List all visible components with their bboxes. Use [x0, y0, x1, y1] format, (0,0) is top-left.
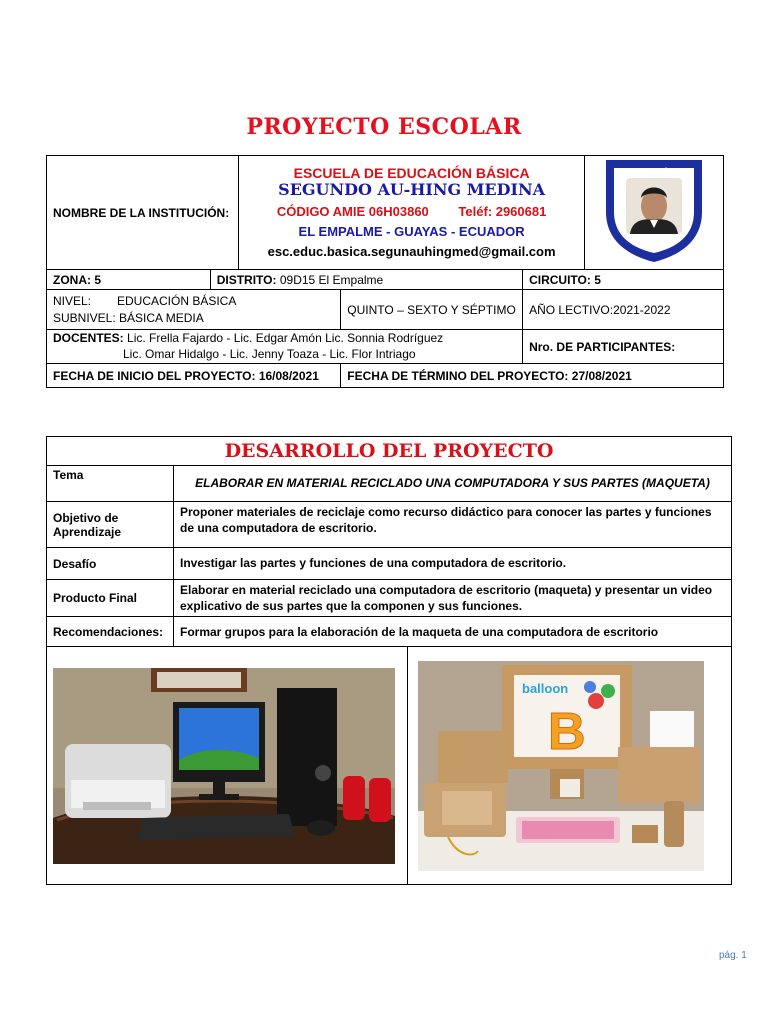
row-label-objetivo: Objetivo de Aprendizaje — [47, 502, 174, 548]
svg-text:B: B — [547, 702, 586, 761]
nivel-cell — [47, 290, 341, 330]
fecha-inicio-label: FECHA DE INICIO DEL PROYECTO: — [53, 368, 256, 383]
fecha-inicio-value: 16/08/2021 — [258, 368, 319, 383]
desarrollo-heading: DESARROLLO DEL PROYECTO — [47, 437, 732, 466]
fecha-termino-value: 27/08/2021 — [571, 368, 632, 383]
row-text-recomendaciones: Formar grupos para la elaboración de la maqueta de una computadora de escritorio — [173, 617, 731, 647]
participantes-cell: Nro. DE PARTICIPANTES: — [523, 330, 724, 364]
row-text-producto: Elaborar en material reciclado una computadora de escritorio (maqueta) y presentar un video explicativo de sus partes que la componen y sus funciones. — [173, 580, 731, 617]
computer-photo — [53, 668, 395, 864]
school-name: SEGUNDO AU-HING MEDINA — [278, 180, 546, 200]
project-info-table — [46, 155, 724, 388]
subnivel-value: BÁSICA MEDIA — [119, 310, 204, 325]
grados-cell: QUINTO – SEXTO Y SÉPTIMO — [341, 290, 523, 330]
zona-cell: ZONA: 5 — [47, 270, 211, 290]
row-text-desafio: Investigar las partes y funciones de una computadora de escritorio. — [173, 548, 731, 580]
school-line-1: ESCUELA DE EDUCACIÓN BÁSICA — [293, 165, 530, 182]
institution-label: NOMBRE DE LA INSTITUCIÓN: — [47, 156, 239, 270]
anio-value: 2021-2022 — [613, 302, 671, 317]
school-code-line — [239, 205, 585, 220]
fecha-inicio-cell — [47, 364, 341, 388]
nivel-label: NIVEL: — [53, 294, 92, 309]
row-label-producto: Producto Final — [47, 580, 174, 617]
circuito-cell: CIRCUITO: 5 — [523, 270, 724, 290]
fecha-termino-label: FECHA DE TÉRMINO DEL PROYECTO: — [347, 368, 569, 383]
distrito-label: DISTRITO: — [216, 272, 277, 287]
anio-label: AÑO LECTIVO: — [529, 302, 614, 317]
distrito-cell — [210, 270, 522, 290]
docentes-cell — [47, 330, 523, 364]
subnivel-label: SUBNIVEL: — [53, 310, 116, 325]
photo-cell-2 — [407, 647, 732, 885]
school-location: EL EMPALME - GUAYAS - ECUADOR — [298, 223, 525, 239]
photo-cell-1 — [47, 647, 408, 885]
row-label-recomendaciones: Recomendaciones: — [47, 617, 174, 647]
anio-cell — [523, 290, 724, 330]
row-text-tema: ELABORAR EN MATERIAL RECICLADO UNA COMPUTADORA Y SUS PARTES (MAQUETA) — [173, 466, 731, 502]
page-number: pág. 1 — [719, 950, 747, 961]
row-label-tema: Tema — [47, 466, 174, 502]
balloon-text: balloon — [521, 680, 568, 696]
docentes-line-1: Lic. Frella Fajardo - Lic. Edgar Amón Lic. Sonnia Rodríguez — [127, 330, 444, 345]
row-text-objetivo: Proponer materiales de reciclaje como recurso didáctico para conocer las partes y funciones de una computadora de escritorio. — [173, 502, 731, 548]
fecha-termino-cell — [341, 364, 724, 388]
school-code: CÓDIGO AMIE 06H03860 — [276, 203, 429, 219]
docentes-label: DOCENTES: — [53, 330, 124, 345]
docentes-line-2: Lic. Omar Hidalgo - Lic. Jenny Toaza - Lic. Flor Intriago — [123, 346, 416, 361]
recycled-computer-photo — [418, 661, 704, 871]
page-title: PROYECTO ESCOLAR — [246, 114, 522, 140]
school-phone: Teléf: 2960681 — [458, 203, 547, 219]
school-logo-cell — [585, 156, 724, 270]
school-email: esc.educ.basica.segunauhingmed@gmail.com — [267, 243, 556, 259]
institution-info — [238, 156, 585, 270]
nivel-value: EDUCACIÓN BÁSICA — [117, 294, 237, 309]
distrito-value: 09D15 El Empalme — [279, 272, 384, 287]
row-label-desafio: Desafío — [47, 548, 174, 580]
desarrollo-table — [46, 436, 732, 885]
